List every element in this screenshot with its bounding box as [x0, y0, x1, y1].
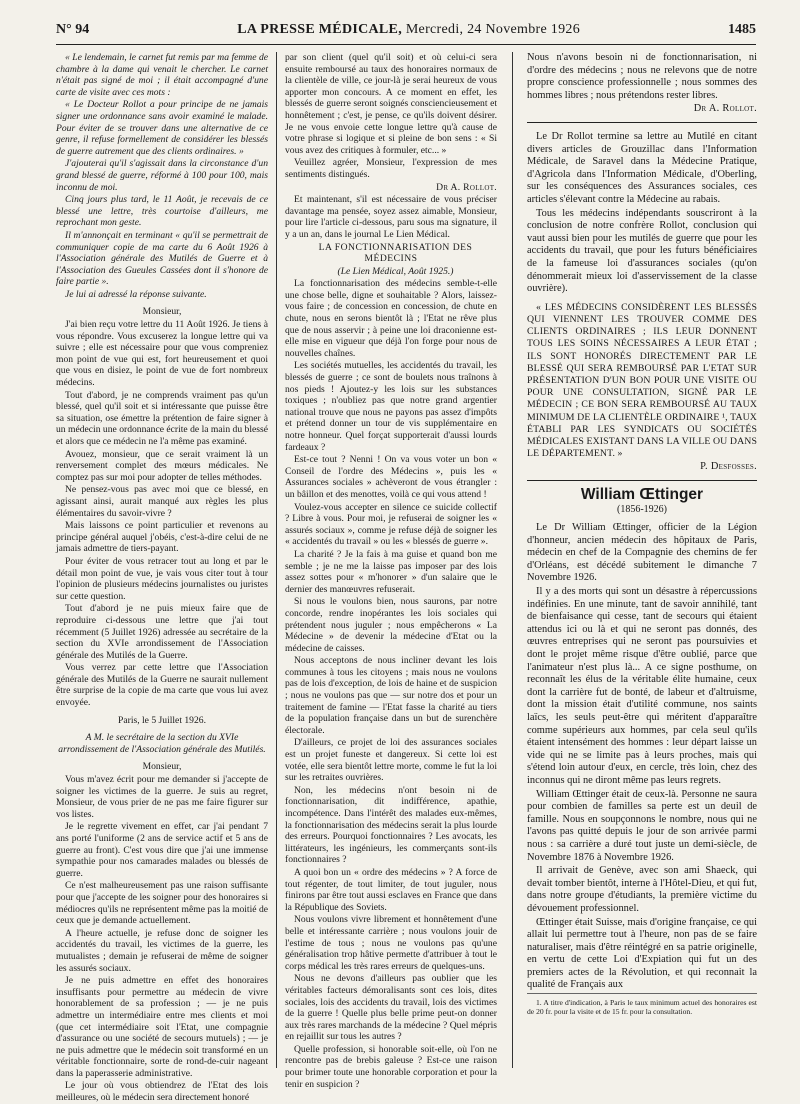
paragraph: Vous m'avez écrit pour me demander si j'accepte de soigner les victimes de la guerre. Je suis au regret, Monsieur, de vous prier de ne pas me faire figurer sur vos listes.: [56, 774, 268, 820]
salutation: Monsieur,: [142, 306, 182, 318]
column-divider: [512, 52, 513, 1068]
paragraph: Il y a des morts qui sont un désastre à répercussions indéfinies. En une minute, tant de savoir annihilé, tant de bienfaisance qui cesse, tant de secours qui étaient attendus ici ou là et qui ne seront pas donnés, des œuvres entreprises qui ne seront pas poursuivies et dont le projet même risque d'être oublié, parce que l'animateur n'est plus là... A ce signe posthume, on reconnaît les élus de la véritable élite humaine, ceux dont la carrière fut de bonté, de labeur et d'altruisme, dont la mission était d'utilité commune, nos saints laïcs, les seuls peut-être qui méritent d'apparaître comme supérieurs aux hommes, par cela seul qu'ils étaient intensément des hommes : leur départ laisse un vide qui ne se limite pas à leurs proches, mais qui s'étend loin autour d'eux, en cercle, très loin, chez des inconnus qui ne diront même pas leurs regrets.: [527, 586, 757, 786]
column-3: [527, 52, 757, 1070]
paragraph: Si nous le voulons bien, nous saurons, par notre concorde, rendre inopérantes les lois sociales qui prétendent nous juguler ; nous empêcherons « La Médecine » de devenir la médecine d'Etat ou la médecine de caisses.: [285, 596, 497, 654]
paragraph: A l'heure actuelle, je refuse donc de soigner les accidentés du travail, les victimes de la guerre, les mutualistes ; demain je refuserai de même de soigner les assurés sociaux.: [56, 927, 268, 974]
masthead: [56, 22, 756, 45]
paragraph: Il m'annonçait en terminant « qu'il se permettrait de communiquer copie de ma carte du 6 Août 1926 à l'Association générale des Mutilés de Guerre et à l'Association des Gueules Cassées dont il s'honore de faire partie ».: [56, 229, 268, 288]
signature: P. Desfosses.: [700, 461, 757, 473]
paragraph: La fonctionnarisation des médecins semble-t-elle une chose belle, digne et souhaitable ? Alors, laissez-vous faire ; de concession en concession, de chute en chute, nous en serons bientôt là ; l'Etat ne rêve plus que de nous asservir ; à peine une loi draconienne est-elle mise en vigueur que déjà l'on forge pour nous de nouvelles chaînes.: [285, 278, 497, 359]
paragraph: Est-ce tout ? Nenni ! On va vous voter un bon « Conseil de l'ordre des Médecins », puis les « Assurances sociales » achèveront de vous étrangler : un bâillon et des menottes, voilà ce qui vous attend !: [285, 454, 497, 500]
article-source: (Le Lien Médical, Août 1925.): [337, 265, 454, 277]
paragraph: Ne pensez-vous pas avec moi que ce blessé, en agissant ainsi, aurait manqué aux règles les plus élémentaires du savoir-vivre ?: [56, 484, 268, 519]
paragraph: Vous verrez par cette lettre que l'Association générale des Mutilés de la Guerre ne saurait nullement être surprise de la copie de ma carte que vous lui avez envoyée.: [56, 662, 268, 709]
paragraph: Œttinger était Suisse, mais d'origine française, ce qui allait lui permettre tout à l'heure, non pas de se faire naturaliser, mais d'être réintégré en sa patrie originelle, en vertu de cette Loi d'Expiation qui fut un des premiers actes de la Révolution, et qui reconnait la qualité de Français aux: [527, 916, 757, 991]
paragraph: A quoi bon un « ordre des médecins » ? A force de tout régenter, de tout limiter, de tout juguler, nous finirons par être tout aussi esclaves en France que dans la République des Soviets.: [285, 866, 497, 913]
page-number: 1485: [728, 22, 756, 37]
issue-date: Mercredi, 24 Novembre 1926: [405, 22, 581, 37]
paragraph: D'ailleurs, ce projet de loi des assurances sociales est un projet funeste et dangereux. Si cette loi est votée, elle sera bientôt lettre morte, comme le fut la loi sur les retraites ouvrières.: [285, 737, 497, 784]
paragraph: Mais laissons ce point particulier et revenons au principe général auquel j'obéis, c'est-à-dire celui de ne jamais admettre de tiers-payant.: [56, 520, 268, 555]
paragraph: Nous n'avons besoin ni de fonctionnarisation, ni d'ordre des médecins ; nous ne relevons que de notre propre conscience professionnelle ; nous sommes des hommes libres ; nous prétendons rester libres.: [527, 52, 757, 101]
paragraph: Le Dr William Œttinger, officier de la Légion d'honneur, ancien médecin des hôpitaux de Paris, médecin en chef de la Compagnie des chemins de fer d'Orléans, est décédé subitement le dimanche 7 Novembre 1926.: [527, 522, 757, 584]
paragraph: Non, les médecins n'ont besoin ni de fonctionnarisation, dit indifférence, apathie, incompétence. Dans l'intérêt des malades eux-mêmes, la fonctionnarisation des médecins serait la plus lourde des erreurs. Pourquoi fonctionnaires ? Les avocats, les littérateurs, les ingénieurs, les commerçants sont-ils fonctionnaires ?: [285, 784, 497, 866]
paragraph: Nous voulons vivre librement et honnêtement d'une belle et intéressante carrière ; nous voulons jouir de l'estime de tous ; nous ne voulons pas qu'une généralisation trop hâtive permette d'attribuer à tout le corps médical les très rares erreurs de quelques-uns.: [285, 914, 497, 972]
paragraph: Ce n'est malheureusement pas une raison suffisante pour que j'accepte de les soigner pour des honoraires si médiocres qu'ils ne représentent même pas la moitié de ceux que je demande actuellement.: [56, 880, 268, 927]
paragraph: Quelle profession, si honorable soit-elle, où l'on ne rencontre pas de brebis galeuse ? Est-ce une raison pour brimer toute une honorable corporation et pour la tenir en suspicion ?: [285, 1043, 497, 1090]
issue-number: N° 94: [56, 22, 90, 37]
signature: Dr A. Rollot.: [436, 181, 497, 193]
paragraph: Je ne puis admettre en effet des honoraires insuffisants pour permettre au médecin de vivre honorablement de sa profession ; — je ne puis admettre un intermédiaire entre mes clients et moi (que cet intermédiaire soit l'Etat, une compagnie d'assurance ou une société de secours mutuels) ; — je ne puis admettre que le médecin soit transformé en un véritable fonctionnaire, sorte de rond-de-cuir nageant dans la paperasserie administrative.: [56, 975, 268, 1079]
paragraph: J'ai bien reçu votre lettre du 11 Août 1926. Je tiens à vous répondre. Vous excuserez la longue lettre qui va suivre ; elle est nécessaire pour que vous compreniez mon point de vue qui est, fort heureusement et quoi que vous en disiez, le point de vue de fort nombreux médecins.: [56, 319, 268, 389]
paragraph: Le Dr Rollot termine sa lettre au Mutilé en citant divers articles de Grouzillac dans l'Information Médicale, de Saravel dans la Médecine Pratique, d'Agricola dans l'Information Médicale, d'Oberling, sur les conséquences des Assurances sociales, ces articles s'élevant contre la Médecine au rabais.: [527, 130, 757, 205]
paragraph: Veuillez agréer, Monsieur, l'expression de mes sentiments distingués.: [285, 157, 497, 180]
paragraph: Tout d'abord je ne puis mieux faire que de reproduire ci-dessous une lettre que j'ai tout récemment (5 Juillet 1926) adressée au secrétaire de la section du XVIe arrondissement de l'Association générale des Mutilés de la Guerre.: [56, 603, 268, 661]
paragraph: Nous ne devons d'ailleurs pas oublier que les véritables facteurs démoralisants sont ces lois, dites sociales, lois des accidents du travail, lois des victimes de la guerre ! Quelle plus belle prime peut-on donner aux très rares marchands de la médecine ? Quel mépris en rejaillit sur tous les autres ?: [285, 973, 497, 1043]
paragraph: Cinq jours plus tard, le 11 Août, je recevais de ce blessé une lettre, très courtoise d'ailleurs, me reprochant mon geste.: [56, 194, 268, 229]
paragraph: par son client (quel qu'il soit) et où celui-ci sera ensuite remboursé au taux des honoraires normaux de la clientèle de ville, ce jour-là je serai heureux de vous apporter mon concours. A ce moment en effet, les blessés de guerre seront soignés consciencieusement et honnêtement ; c'est, je pense, ce qu'ils doivent désirer. Je ne vous envoie cette longue lettre qu'à cause de votre phrase si logique et si pleine de bon sens : « Si vous avez des critiques à formuler, etc... »: [285, 52, 497, 156]
section-divider: [527, 480, 757, 481]
salutation: Monsieur,: [142, 761, 182, 773]
signature: Dr A. Rollot.: [693, 103, 757, 115]
column-divider: [276, 52, 277, 1068]
paragraph: Je lui ai adressé la réponse suivante.: [65, 288, 207, 300]
column-2: [285, 52, 497, 1090]
section-divider: [527, 122, 757, 123]
paragraph: La charité ? Je la fais à ma guise et quand bon me semble ; je ne me la laisse pas imposer par des lois assez sottes pour « m'honorer » d'un salaire que le dernier des manœuvres refuserait.: [285, 548, 497, 595]
quotation: « LES MÉDECINS CONSIDÈRENT LES BLESSÉS QUI VIENNENT LES TROUVER COMME DES CLIENTS ORDINAIRES ; ILS LEUR DONNENT TOUS LES SOINS NÉCESSAIRES A LEUR ÉTAT ; ILS SONT HONORÉS DIRECTEMENT PAR LE BLESSÉ QUI SERA REMBOURSÉ PAR L'ETAT SUR PRÉSENTATION D'UN BON POUR UNE VISITE OU POUR UNE CONSULTATION, SIGNÉ PAR LE MÉDECIN ; CE BON SERA REMBOURSÉ AU TAUX MINIMUM DE LA CLIENTÈLE ORDINAIRE ¹, TAUX ÉTABLI PAR LES SYNDICATS OU SOCIÉTÉS MÉDICALES EXISTANT DANS LA VILLE OU DANS LE DÉPARTEMENT. »: [527, 301, 757, 460]
paragraph: Il arrivait de Genève, avec son ami Shaeck, qui devait tomber bientôt, interne à l'Hôtel-Dieu, et qui fut, dans notre groupe d'étudiants, la première victime du dévouement professionnel.: [527, 865, 757, 914]
paragraph: Je le regrette vivement en effet, car j'ai pendant 7 ans porté l'uniforme (2 ans de service actif et 5 ans de guerre au front). C'est vous dire que j'ai une immense sympathie pour nos camarades malades ou blessés de guerre.: [56, 821, 268, 879]
paragraph: Tout d'abord, je ne comprends vraiment pas qu'un blessé, quel qu'il soit et si intéressante que puisse être sa situation, ose émettre la prétention de faire signer à un médecin une ordonnance écrite de la main du blessé et alors que ce médecin ne l'a même pas examiné.: [56, 389, 268, 447]
footnote: 1. A titre d'indication, à Paris le taux minimum actuel des honoraires est de 20 fr. pour la visite et de 15 fr. pour la consultation.: [527, 993, 757, 1016]
paragraph: Et maintenant, s'il est nécessaire de vous préciser davantage ma pensée, soyez assez aimable, Monsieur, pour lire l'article ci-dessous, paru sous ma signature, il y a un an, dans le journal Le Lien Médical.: [285, 194, 497, 240]
paragraph: J'ajouterai qu'il s'agissait dans la circonstance d'un grand blessé de guerre, réformé à 100 pour 100, mais inconnu de moi.: [56, 158, 268, 193]
paragraph: Tous les médecins indépendants souscriront à la conclusion de notre confrère Rollot, conclusion qui vaut aussi bien pour les mutilés de guerre que pour les accidents du travail, que pour les futurs bénéficiaires de la fameuse loi d'assurances sociales (qu'on dénommerait mieux loi d'asservissement de la classe ouvrière).: [527, 207, 757, 295]
obituary-title: William Œttinger: [580, 485, 704, 503]
letter-place-date: Paris, le 5 Juillet 1926.: [118, 714, 206, 726]
paragraph: « Le Docteur Rollot a pour principe de ne jamais signer une ordonnance sans avoir examiné le malade. Pour éviter de se trouver dans une alternative de ce genre, il refuse formellement de considérer les blessés de guerre autrement que des clients ordinaires. »: [56, 99, 268, 157]
paragraph: Le jour où vous obtiendrez de l'Etat des lois meilleures, où le médecin sera directement honoré: [56, 1080, 268, 1104]
column-1: [56, 52, 268, 1104]
letter-addressee: A M. le secrétaire de la section du XVIe arrondissement de l'Association générale des Mutilés.: [58, 732, 266, 755]
obituary-dates: (1856-1926): [617, 503, 667, 515]
masthead-title: [237, 22, 580, 38]
journal-title: LA PRESSE MÉDICALE,: [237, 22, 402, 37]
paragraph: Les sociétés mutuelles, les accidentés du travail, les blessés de guerre ; ce sont de boulets nous traînons à nos pieds ! Ajoutez-y les lois sur les substances toxiques ; n'oubliez pas que notre grand argentier national trouve que nous ne payons pas assez d'impôts et prétend donner un tour de vis supplémentaire en notre honneur. Quel forçat supporterait d'aussi lourds fardeaux ?: [285, 360, 497, 453]
paragraph: Avouez, monsieur, que ce serait vraiment là un renversement complet des mœurs médicales. Ne comptez pas sur moi pour adopter de telles méthodes.: [56, 448, 268, 483]
article-heading: LA FONCTIONNARISATION DES MÉDECINS: [318, 241, 473, 265]
paragraph: « Le lendemain, le carnet fut remis par ma femme de chambre à la dame qui venait le chercher. Le carnet n'était pas signé de moi ; il était accompagné d'une carte de visite avec ces mots :: [56, 52, 268, 98]
paragraph: William Œttinger était de ceux-là. Personne ne saura pour combien de familles sa perte est un deuil de famille. Nous en soupçonnons le nombre, nous qui ne l'avons pas quitté depuis le jour de son arrivée parmi nous : sa carrière a duré tout juste un demi-siècle, de Novembre 1876 à Novembre 1926.: [527, 788, 757, 863]
paragraph: Voulez-vous accepter en silence ce suicide collectif ? Libre à vous. Pour moi, je refuserai de soigner les « assurés sociaux », comme je refuse déjà de soigner les « accidentés du travail » ou les « blessés de guerre ».: [285, 501, 497, 548]
paragraph: Nous acceptons de nous incliner devant les lois communes à tous les citoyens ; mais nous ne voulons pas de lois d'exception, de lois de haine et de suspicion ; nous ne voulons pas que — sur notre dos et pour un traitement de famine — l'Etat fasse la charité au tiers de la population française dans un but de surenchère électorale.: [285, 655, 497, 736]
paragraph: Pour éviter de vous retracer tout au long et par le détail mon point de vue, je vais vous citer tout à tour l'opinion de plusieurs médecins journalistes ou juristes sur cette question.: [56, 555, 268, 602]
